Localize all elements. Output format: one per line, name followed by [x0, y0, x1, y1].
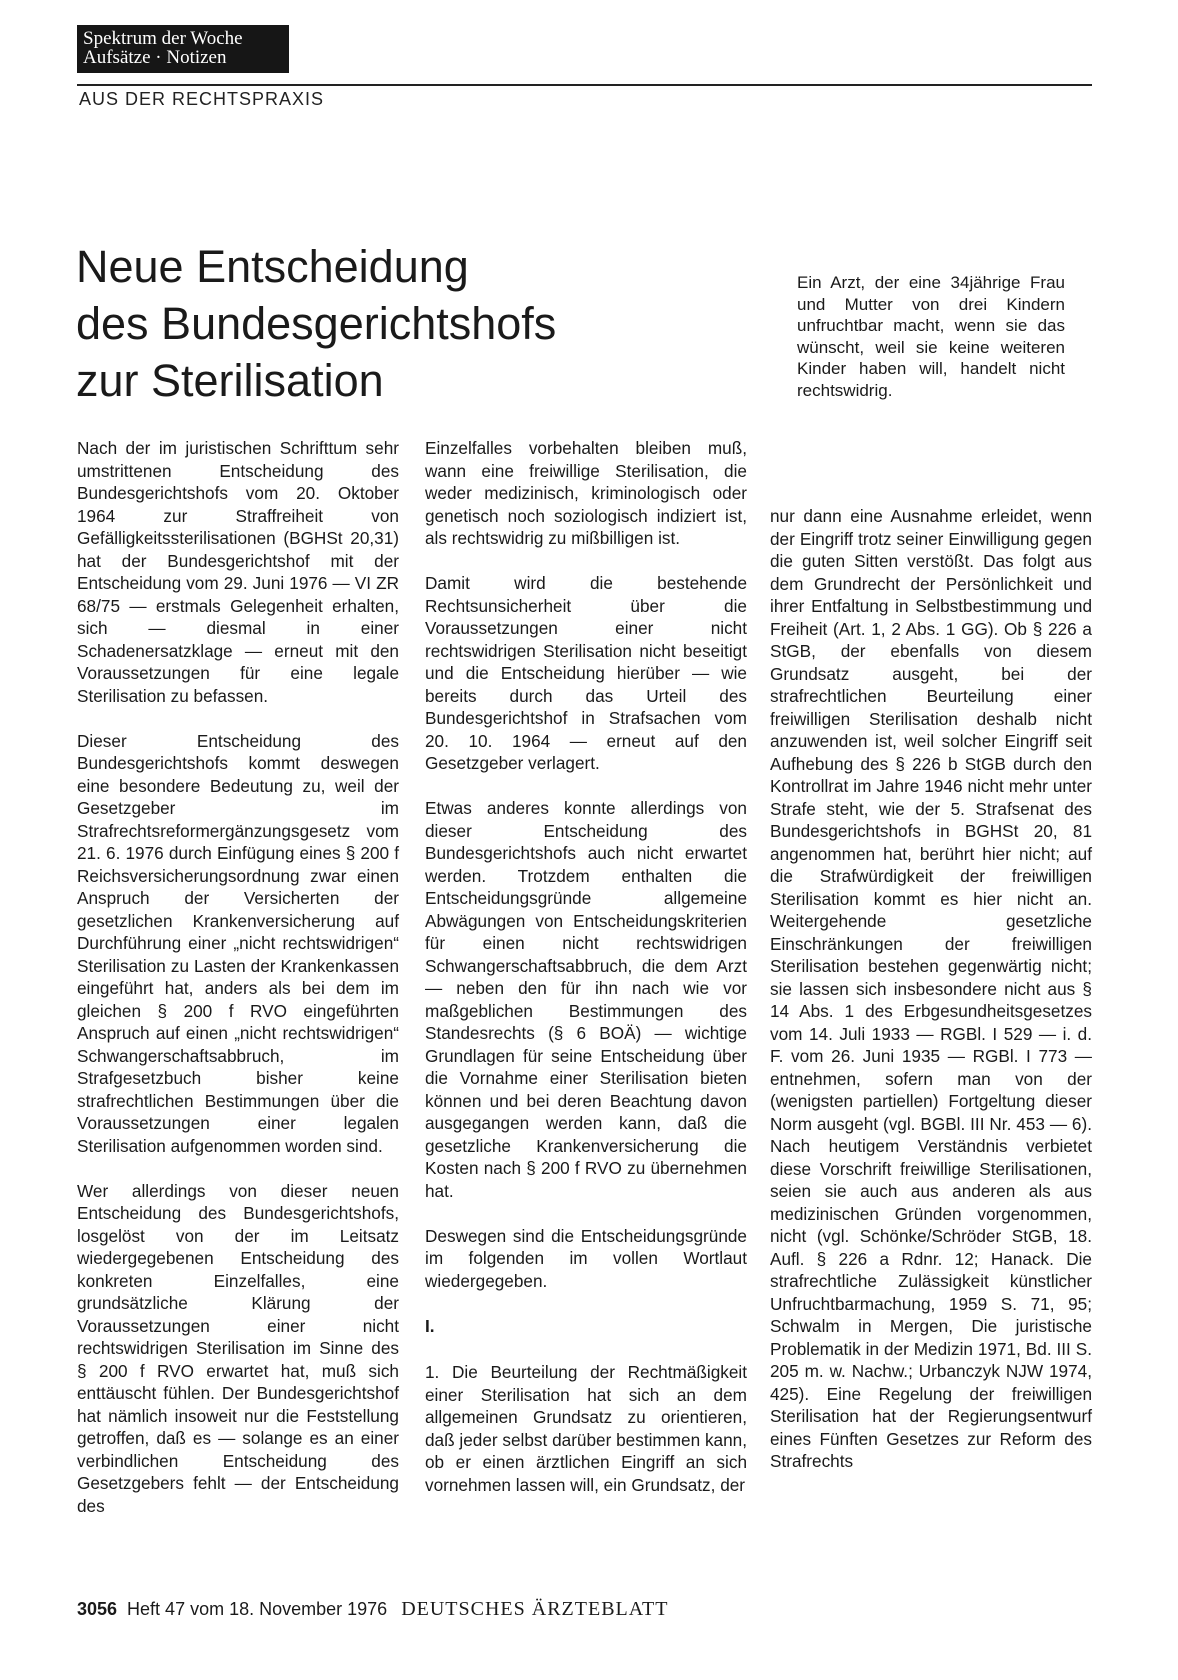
section-badge [77, 25, 289, 73]
headline [76, 238, 716, 409]
paragraph: 1. Die Beurteilung der Rechtmäßigkeit einer Sterilisation hat sich an dem allgemeinen Grundsatz zu orientieren, daß jeder selbst darüber bestimmen kann, ob er einen ärztlichen Eingriff an sich vornehmen lassen will, ein Grundsatz, der [425, 1362, 747, 1495]
paragraph: Einzelfalles vorbehalten bleiben muß, wann eine freiwillige Sterilisation, die weder medizinisch, kriminologisch oder genetisch noch soziologisch indiziert ist, als rechtswidrig zu mißbilligen ist. [425, 438, 747, 548]
page-number: 3056 [77, 1599, 118, 1619]
journal-name: DEUTSCHES ÄRZTEBLATT [401, 1598, 669, 1620]
paragraph: Etwas anderes konnte allerdings von dieser Entscheidung des Bundesgerichtshofs auch nicht erwartet werden. Trotzdem enthalten die Entscheidungsgründe allgemeine Abwägungen von Entscheidungskriterien für einen nicht rechtswidrigen Schwangerschaftsabbruch, die dem Arzt — neben den für ihn nach wie vor maßgeblichen Bestimmungen des Standesrechts (§ 6 BOÄ) — wichtige Grundlagen für seine Entscheidung über die Vornahme einer Sterilisation bieten können und bei deren Beachtung davon ausgegangen werden kann, daß die gesetzliche Krankenversicherung die Kosten nach § 200 f RVO zu übernehmen hat. [425, 798, 747, 1201]
headline-line-3: zur Sterilisation [76, 355, 384, 406]
headline-line-1: Neue Entscheidung [76, 241, 469, 292]
header-rule [77, 84, 1092, 86]
badge-line-2: Aufsätze · Notizen [83, 47, 227, 68]
paragraph: Deswegen sind die Entscheidungsgründe im folgenden im vollen Wortlaut wiedergegeben. [425, 1225, 747, 1291]
text-column-3 [770, 505, 1092, 1495]
paragraph: Damit wird die bestehende Rechtsunsicherheit über die Voraussetzungen einer nicht rechtswidrigen Sterilisation nicht beseitigt und die Entscheidung hierüber — wie bereits durch das Urteil des Bundesgerichtshof in Strafsachen vom 20. 10. 1964 — erneut auf den Gesetzgeber verlagert. [425, 573, 747, 773]
page-footer [77, 1598, 668, 1621]
issue-info: Heft 47 vom 18. November 1976 [127, 1599, 388, 1619]
paragraph: Dieser Entscheidung des Bundesgerichtshofs kommt deswegen eine besondere Bedeutung zu, weil der Gesetzgeber im Strafrechtsreformergänzungsgesetz vom 21. 6. 1976 durch Einfügung eines § 200 f Reichsversicherungsordnung zwar einen Anspruch der Versicherten der gesetzlichen Krankenversicherung auf Durchführung einer „nicht rechtswidrigen“ Sterilisation zu Lasten der Krankenkassen eingeführt hat, anders als bei dem im gleichen § 200 f RVO eingeführten Anspruch auf einen „nicht rechtswidrigen“ Schwangerschaftsabbruch, im Strafgesetzbuch bisher keine strafrechtlichen Bestimmungen über die Voraussetzungen einer legalen Sterilisation aufgenommen worden sind. [77, 730, 399, 1156]
headline-line-2: des Bundesgerichtshofs [76, 298, 557, 349]
section-numeral: I. [425, 1315, 435, 1336]
badge-line-1: Spektrum der Woche [83, 28, 243, 49]
section-title: AUS DER RECHTSPRAXIS [79, 89, 325, 109]
text-column-1 [77, 437, 399, 1540]
paragraph: nur dann eine Ausnahme erleidet, wenn der Eingriff trotz seiner Einwilligung gegen die guten Sitten verstößt. Das folgt aus dem Grundrecht der Persönlichkeit und ihrer Entfaltung in Selbstbestimmung und Freiheit (Art. 1, 2 Abs. 1 GG). Ob § 226 a StGB, der ebenfalls von diesem Grundsatz ausgeht, bei der strafrechtlichen Beurteilung einer freiwilligen Sterilisation deshalb nicht anzuwenden ist, weil solcher Eingriff seit Aufhebung des § 226 b StGB durch den Kontrollrat im Jahre 1946 nicht mehr unter Strafe steht, wie der 5. Strafsenat des Bundesgerichtshofs in BGHSt 20, 81 angenommen hat, berührt hier nicht; auf die Strafwürdigkeit der freiwilligen Sterilisation kommt es hier nicht an. Weitergehende gesetzliche Einschränkungen der freiwilligen Sterilisation bestehen gegenwärtig nicht; sie lassen sich insbesondere nicht aus § 14 Abs. 1 des Erbgesundheitsgesetzes vom 14. Juli 1933 — RGBl. I 529 — i. d. F. vom 26. Juni 1935 — RGBl. I 773 — entnehmen, sofern man von der (wenigsten partiellen) Fortgeltung dieser Norm ausgeht (vgl. BGBl. III Nr. 453 — 6). Nach heutigem Verständnis verbietet diese Vorschrift freiwillige Sterilisationen, seien sie auch aus anderen als aus medizinischen Gründen vorgenommen, nicht (vgl. Schönke/Schröder StGB, 18. Aufl. § 226 a Rdnr. 12; Hanack. Die strafrechtliche Zulässigkeit künstlicher Unfruchtbarmachung, 1959 S. 71, 95; Schwalm in Mergen, Die juristische Problematik in der Medizin 1971, Bd. III S. 205 m. w. Nachw.; Urbanczyk NJW 1974, 425). Eine Regelung der freiwilligen Sterilisation hat der Regierungsentwurf eines Fünften Gesetzes zur Reform des Strafrechts [770, 506, 1092, 1471]
paragraph: Nach der im juristischen Schrifttum sehr umstrittenen Entscheidung des Bundesgerichtshofs vom 20. Oktober 1964 zur Straffreiheit von Gefälligkeitssterilisationen (BGHSt 20,31) hat der Bundesgerichtshof mit der Entscheidung vom 29. Juni 1976 — VI ZR 68/75 — erstmals Gelegenheit erhalten, sich — diesmal in einer Schadenersatzklage — erneut mit den Voraussetzungen für eine legale Sterilisation zu befassen. [77, 438, 399, 706]
paragraph: Wer allerdings von dieser neuen Entscheidung des Bundesgerichtshofs, losgelöst von der im Leitsatz wiedergegebenen Entscheidung des konkreten Einzelfalles, eine grundsätzliche Klärung der Voraussetzungen einer nicht rechtswidrigen Sterilisation im Sinne des § 200 f RVO erwartet hat, muß sich enttäuscht fühlen. Der Bundesgerichtshof hat nämlich insoweit nur die Feststellung getroffen, daß es — solange es an einer verbindlichen Entscheidung des Gesetzgebers fehlt — der Entscheidung des [77, 1180, 399, 1516]
text-column-2 [425, 437, 747, 1519]
leitsatz: Ein Arzt, der eine 34jährige Frau und Mutter von drei Kindern unfruchtbar macht, wenn sie das wünscht, weil sie keine weiteren Kinder haben will, handelt nicht rechtswidrig. [797, 273, 1065, 400]
